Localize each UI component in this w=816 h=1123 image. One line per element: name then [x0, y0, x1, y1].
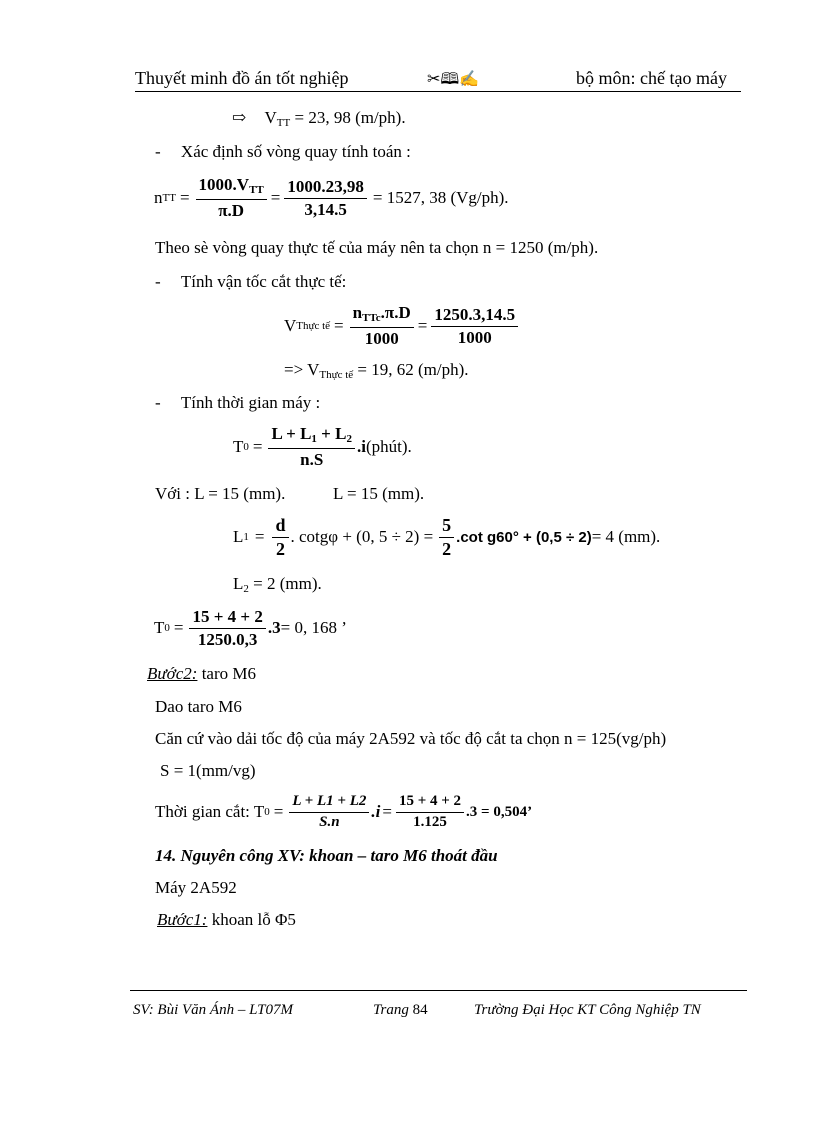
- footer-student: SV: Bùi Văn Ánh – LT07M: [133, 1002, 293, 1018]
- cancu-line: Căn cứ vào dải tốc độ của máy 2A592 và tốc độ cắt ta chọn n = 125(vg/ph): [155, 729, 667, 748]
- tgc-formula: Thời gian cắt: T 0 = $\frac{L + L1 + L2}{S.n}$ .i = $\frac{15 + 4 + 2}{1.125}$ .3 = 0,504’: [155, 792, 533, 830]
- machine-line: Máy 2A592: [155, 878, 237, 897]
- footer-school: Trường Đại Học KT Công Nghiệp TN: [474, 1002, 701, 1018]
- t0b-fraction: $\frac{15 + 4 + 2}{1250.0,3}$: [189, 608, 265, 649]
- l1-formula: L 1 = $\frac{d}{2}$ . cotgφ + (0, 5 ÷ 2) = $\frac{5}{2}$ .cot g60° + (0,5 ÷ 2) = 4 (mm).: [233, 514, 661, 559]
- footer-rule: [130, 990, 747, 991]
- vtt-line: ⇨ $V_{TT} = 23$, 98 (m/ph).: [232, 108, 406, 129]
- vreal-fraction-1: $\frac{n_{TTc}.\pi.D}{1000}$: [350, 304, 414, 347]
- l2-line: $L_2 = 2$ (mm).: [233, 574, 322, 595]
- l1-fraction-1: $\frac{d}{2}$: [272, 516, 288, 559]
- footer-page: Trang 84: [373, 1002, 428, 1018]
- ntt-fraction-2: $\frac{1000.23,98}{3,14.5}$: [284, 178, 367, 219]
- choose-n-text: Theo sè vòng quay thực tế của máy nên ta chọn n = 1250 (m/ph).: [155, 238, 599, 257]
- tgc-fraction-2: $\frac{15 + 4 + 2}{1.125}$: [396, 794, 464, 831]
- header-ornament-icon: ✂🕮✍: [427, 71, 480, 88]
- vreal-heading: - Tính vận tốc cắt thực tế:: [155, 272, 347, 291]
- section-14-heading: 14. Nguyên công XV: khoan – taro M6 thoát đầu: [155, 846, 498, 865]
- ntt-formula: n TT = $\frac{1000.V_{TT}}{\pi.D}$ = $\frac{1000.23,98}{3,14.5}$ = 1527, 38 (Vg/ph).: [154, 175, 509, 220]
- header-department: bộ môn: chế tạo máy: [576, 68, 727, 88]
- ntt-fraction-1: $\frac{1000.V_{TT}}{\pi.D}$: [196, 176, 267, 219]
- l1-fraction-2: $\frac{5}{2}$: [439, 516, 454, 559]
- vreal-result: => $V_{Thực tế} = 19$, 62 (m/ph).: [284, 360, 469, 381]
- speed-heading: - Xác định số vòng quay tính toán :: [155, 142, 411, 161]
- t0-fraction: $\frac{L + L_1 + L_2}{n.S}$: [268, 425, 354, 468]
- dao-line: Dao taro M6: [155, 697, 242, 716]
- t0-formula: T 0 = $\frac{L + L_1 + L_2}{n.S}$ .i (phút).: [233, 424, 412, 469]
- s-line: S = 1(mm/vg): [160, 761, 256, 780]
- step1-line: Bước1: khoan lỗ Φ5: [157, 910, 296, 929]
- tgc-fraction-1: $\frac{L + L1 + L2}{S.n}$: [289, 794, 369, 831]
- step2-line: Bước2: taro M6: [147, 664, 256, 683]
- header-title: Thuyết minh đồ án tốt nghiệp: [135, 68, 349, 88]
- time-heading: - Tính thời gian máy :: [155, 393, 321, 412]
- header-rule: [135, 91, 741, 92]
- t0-numeric-formula: T 0 = $\frac{15 + 4 + 2}{1250.0,3}$ .3 = 0, 168 ’: [154, 606, 347, 649]
- voi-line-2: L = 15 (mm).: [333, 484, 425, 503]
- voi-line: Với : L = 15 (mm).: [155, 484, 286, 503]
- vreal-fraction-2: $\frac{1250.3,14.5}{1000}$: [431, 306, 518, 347]
- vreal-formula: V Thực tế = $\frac{n_{TTc}.\pi.D}{1000}$ = $\frac{1250.3,14.5}{1000}$: [284, 302, 520, 350]
- arrow-icon: ⇨: [232, 108, 247, 127]
